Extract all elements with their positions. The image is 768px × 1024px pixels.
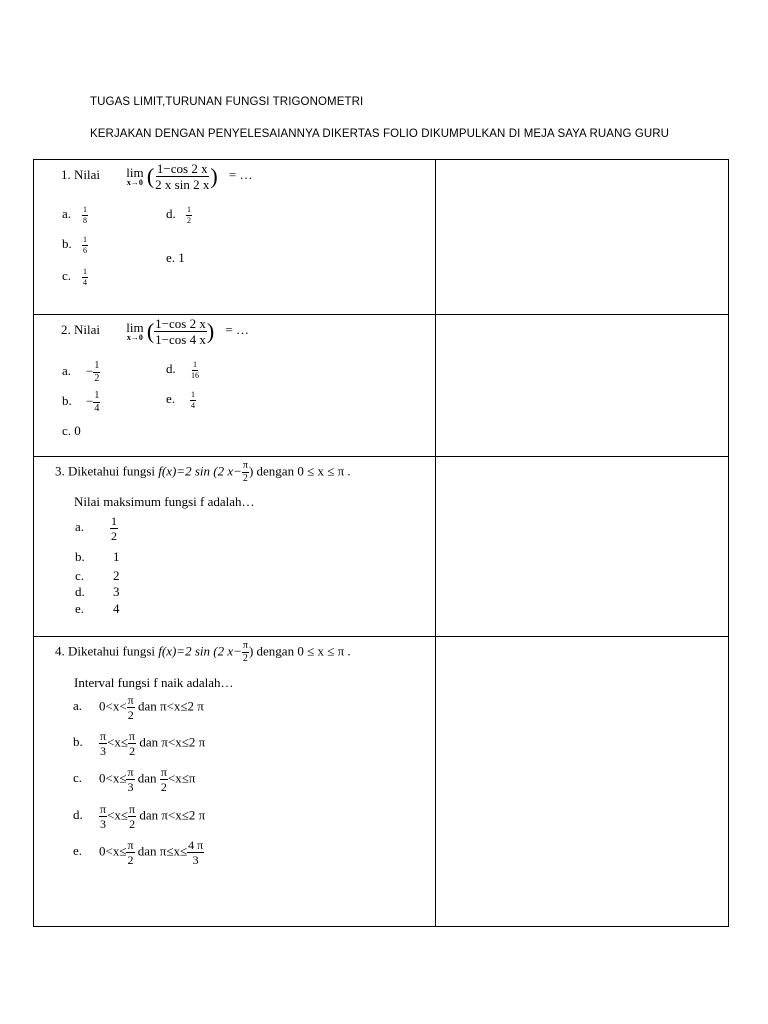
q1-suffix: = …: [228, 167, 253, 183]
q3-option-d: d. 3: [75, 584, 120, 599]
question-row-3: [34, 457, 729, 637]
q1-option-b: b. $\frac{1}{6}$: [62, 235, 87, 255]
q2-fraction: $\frac{1-\cos 2 x}{1-\cos 4 x}$: [155, 316, 206, 347]
q2-suffix: = …: [225, 322, 250, 338]
q3-domain: dengan 0 ≤ x ≤ π .: [256, 463, 351, 479]
q2-option-c: c. 0: [62, 423, 81, 438]
q3-option-b: b. 1: [75, 549, 120, 564]
q2-option-a: a. − $\frac{1}{2}$: [62, 360, 100, 384]
q4-function: f(x)=2 sin (2 x−: [158, 643, 242, 659]
q4-option-c: c. 0<x≤ $\frac{\pi}{3}$ dan $\frac{\pi}{2}$ <x≤π: [73, 765, 196, 794]
q3-option-c: c. 2: [75, 568, 120, 583]
q1-option-e: e. 1: [166, 250, 185, 265]
q4-domain: dengan 0 ≤ x ≤ π .: [256, 643, 351, 659]
question-2-cell: [34, 315, 436, 457]
instruction-text: KERJAKAN DENGAN PENYELESAIANNYA DIKERTAS FOLIO DIKUMPULKAN DI MEJA SAYA RUANG GURU: [90, 128, 670, 140]
q3-option-a: a. $\frac{1}{2}$: [75, 514, 117, 543]
q2-prefix: 2. Nilai: [61, 322, 100, 338]
q4-stem: 4. Diketahui fungsi f(x)=2 sin (2 x− $\frac{\pi}{2}$ ) dengan 0 ≤ x ≤ π .: [55, 640, 351, 664]
q3-prompt: Nilai maksimum fungsi f adalah…: [74, 494, 255, 509]
q1-prefix: 1. Nilai: [61, 167, 100, 183]
q1-limit: lim x→0: [126, 165, 144, 187]
q4-option-a: a. 0<x< $\frac{\pi}{2}$ dan π<x≤2 π: [73, 693, 204, 722]
q3-stem: 3. Diketahui fungsi f(x)=2 sin (2 x− $\frac{\pi}{2}$ ) dengan 0 ≤ x ≤ π .: [55, 460, 351, 484]
page-title: TUGAS LIMIT,TURUNAN FUNGSI TRIGONOMETRI: [90, 96, 364, 108]
question-3-cell: [34, 457, 436, 637]
q2-limit: lim x→0: [126, 320, 144, 342]
q4-prompt: Interval fungsi f naik adalah…: [74, 675, 234, 690]
q2-option-e: e. $\frac{1}{4}$: [166, 390, 195, 410]
q4-option-e: e. 0<x≤ $\frac{\pi}{2}$ dan π≤x≤ $\frac{4 \pi}{3}$: [73, 838, 204, 867]
q2-stem: 2. Nilai lim x→0 ( $\frac{1-\cos 2 x}{1-\cos 4 x}$ ) = …: [61, 316, 250, 347]
q1-fraction: $\frac{1-\cos 2 x}{\text{2 x sin 2 x}}$: [155, 161, 210, 192]
answer-cell-3: [436, 457, 729, 637]
question-row-4: [34, 637, 729, 927]
answer-cell-1: [436, 160, 729, 315]
q1-option-d: d. $\frac{1}{2}$: [166, 205, 191, 225]
q3-option-e: e. 4: [75, 601, 120, 616]
question-1-cell: [34, 160, 436, 315]
q1-option-c: c. $\frac{1}{4}$: [62, 267, 87, 287]
question-row-1: [34, 160, 729, 315]
q1-stem: 1. Nilai lim x→0 ( $\frac{1-\cos 2 x}{\text{2 x sin 2 x}}$ ) = …: [61, 161, 253, 192]
q3-function: f(x)=2 sin (2 x−: [158, 463, 242, 479]
answer-cell-4: [436, 637, 729, 927]
q2-option-b: b. − $\frac{1}{4}$: [62, 390, 100, 414]
question-4-cell: [34, 637, 436, 927]
question-table: [33, 159, 729, 927]
question-row-2: [34, 315, 729, 457]
q1-option-a: a. $\frac{1}{8}$: [62, 205, 87, 225]
q4-option-d: d. $\frac{\pi}{3}$ <x≤ $\frac{\pi}{2}$ dan π<x≤2 π: [73, 802, 206, 831]
q4-option-b: b. $\frac{\pi}{3}$ <x≤ $\frac{\pi}{2}$ dan π<x≤2 π: [73, 729, 206, 758]
answer-cell-2: [436, 315, 729, 457]
q2-option-d: d. $\frac{1}{16}$: [166, 360, 199, 380]
